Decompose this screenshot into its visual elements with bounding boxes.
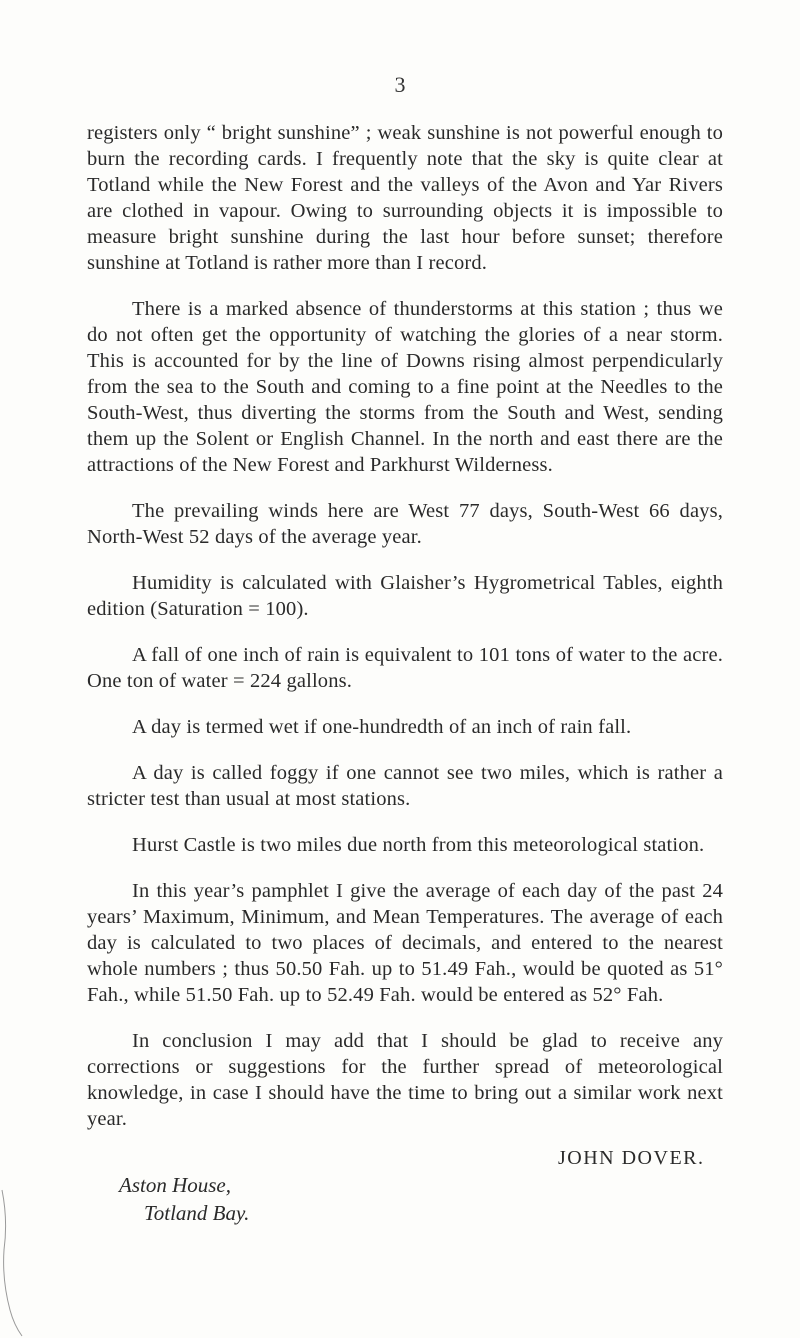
paragraph-hurst-castle: Hurst Castle is two miles due north from this meteorological station. (132, 834, 705, 856)
body-text (87, 120, 723, 1152)
address-line-bay: Totland Bay. (144, 1201, 250, 1225)
scan-edge-mark (0, 1180, 30, 1338)
paragraph-thunderstorms: There is a marked absence of thunderstorms at this station ; thus we do not often get the opportunity of watching the glories of a near storm. This is accounted for by the line of Downs rising almost perpendicularly from the sea to the South and coming to a fine point at the Needles to the South-West, thus diverting the storms from the South and West, sending them up the Solent or English Channel. In the north and east there are the attractions of the New Forest and Parkhurst Wilderness. (87, 298, 723, 476)
paragraph-winds: The prevailing winds here are West 77 days, South-West 66 days, North-West 52 days of the average year. (87, 500, 723, 548)
author-signature: JOHN DOVER. (558, 1147, 705, 1169)
paragraph-humidity: Humidity is calculated with Glaisher’s Hygrometrical Tables, eighth edition (Saturation = 100). (87, 572, 723, 620)
paragraph-wet-day: A day is termed wet if one-hundredth of an inch of rain fall. (132, 716, 632, 738)
paragraph-foggy-day: A day is called foggy if one cannot see two miles, which is rather a stricter test than usual at most stations. (87, 762, 723, 810)
paragraph-conclusion: In conclusion I may add that I should be glad to receive any corrections or suggestions for the further spread of meteorological knowledge, in case I should have the time to bring out a similar work next year. (87, 1030, 723, 1130)
paragraph-temperatures: In this year’s pamphlet I give the average of each day of the past 24 years’ Maximum, Minimum, and Mean Temperatures. The average of each day is calculated to two places of decimals, and entered to the nearest whole numbers ; thus 50.50 Fah. up to 51.49 Fah., would be quoted as 51° Fah., while 51.50 Fah. up to 52.49 Fah. would be entered as 52° Fah. (87, 880, 723, 1006)
paragraph-rainfall: A fall of one inch of rain is equivalent to 101 tons of water to the acre. One ton of water = 224 gallons. (87, 644, 723, 692)
paragraph-sunshine: registers only “ bright sunshine” ; weak sunshine is not powerful enough to burn the recording cards. I frequently note that the sky is quite clear at Totland while the New Forest and the valleys of the Avon and Yar Rivers are clothed in vapour. Owing to surrounding objects it is impossible to measure bright sunshine during the last hour before sunset; therefore sunshine at Totland is rather more than I record. (87, 122, 723, 274)
address-line-house: Aston House, (119, 1173, 231, 1197)
page-number: 3 (394, 72, 406, 97)
